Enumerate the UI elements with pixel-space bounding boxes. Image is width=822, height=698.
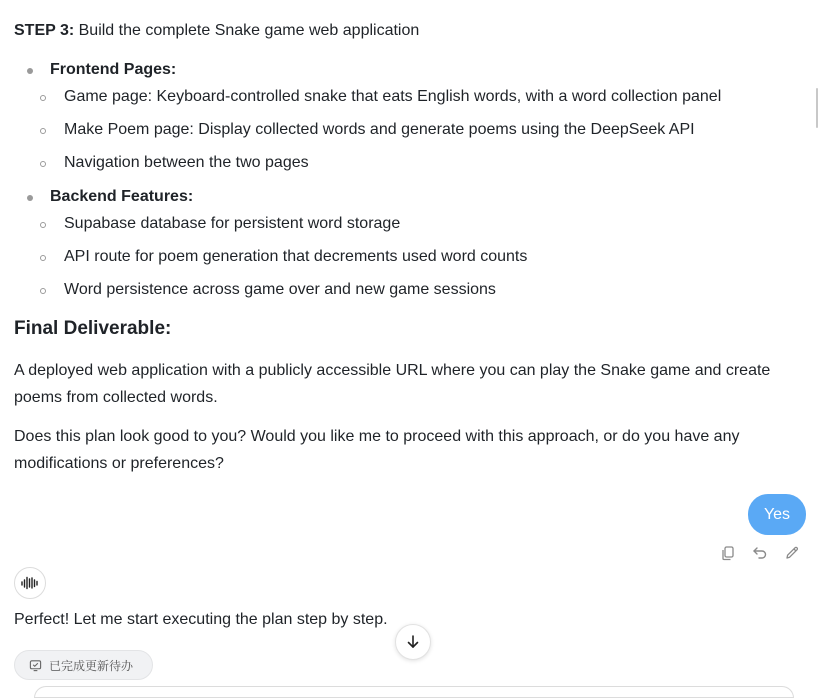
sub-bullet bbox=[40, 288, 46, 294]
list-item: Make Poem page: Display collected words and generate poems using the DeepSeek API bbox=[64, 121, 695, 138]
list-item: Game page: Keyboard-controlled snake that eats English words, with a word collection panel bbox=[64, 88, 722, 105]
task-icon bbox=[29, 659, 42, 672]
deliverable-paragraph: A deployed web application with a publicly accessible URL where you can play the Snake game and create poems from collected words. bbox=[14, 362, 771, 406]
copy-icon[interactable] bbox=[718, 543, 738, 563]
assistant-reply: Perfect! Let me start executing the plan step by step. bbox=[14, 611, 388, 628]
arrow-down-icon bbox=[405, 634, 421, 650]
list-item: API route for poem generation that decrements used word counts bbox=[64, 248, 528, 265]
list-item: Supabase database for persistent word storage bbox=[64, 215, 401, 232]
sub-bullet bbox=[40, 95, 46, 101]
section-title-backend: Backend Features: bbox=[50, 188, 194, 205]
step-text: Build the complete Snake game web application bbox=[74, 22, 420, 39]
section-title-frontend: Frontend Pages: bbox=[50, 61, 177, 78]
list-item: Navigation between the two pages bbox=[64, 154, 309, 171]
undo-icon[interactable] bbox=[750, 543, 770, 563]
step-label: STEP 3: bbox=[14, 22, 75, 39]
scrollbar-thumb[interactable] bbox=[816, 88, 818, 128]
plan-question: Does this plan look good to you? Would you like me to proceed with this approach, or do you have any modifications or preferences? bbox=[14, 428, 740, 472]
sub-bullet bbox=[40, 161, 46, 167]
sub-bullet bbox=[40, 128, 46, 134]
edit-icon[interactable] bbox=[782, 543, 802, 563]
message-input-box[interactable] bbox=[34, 686, 794, 698]
bullet-dot bbox=[27, 195, 33, 201]
sub-bullet bbox=[40, 222, 46, 228]
user-message-bubble: Yes bbox=[748, 494, 806, 535]
audio-wave-icon bbox=[20, 576, 40, 590]
status-chip-label: 已完成更新待办 bbox=[49, 658, 134, 673]
list-item: Word persistence across game over and new game sessions bbox=[64, 281, 496, 298]
sub-bullet bbox=[40, 255, 46, 261]
final-deliverable-heading: Final Deliverable: bbox=[14, 318, 172, 339]
step-heading bbox=[14, 20, 419, 42]
todo-status-chip[interactable] bbox=[14, 650, 153, 680]
assistant-avatar bbox=[14, 567, 46, 599]
bullet-dot bbox=[27, 68, 33, 74]
scroll-to-bottom-button[interactable] bbox=[395, 624, 431, 660]
